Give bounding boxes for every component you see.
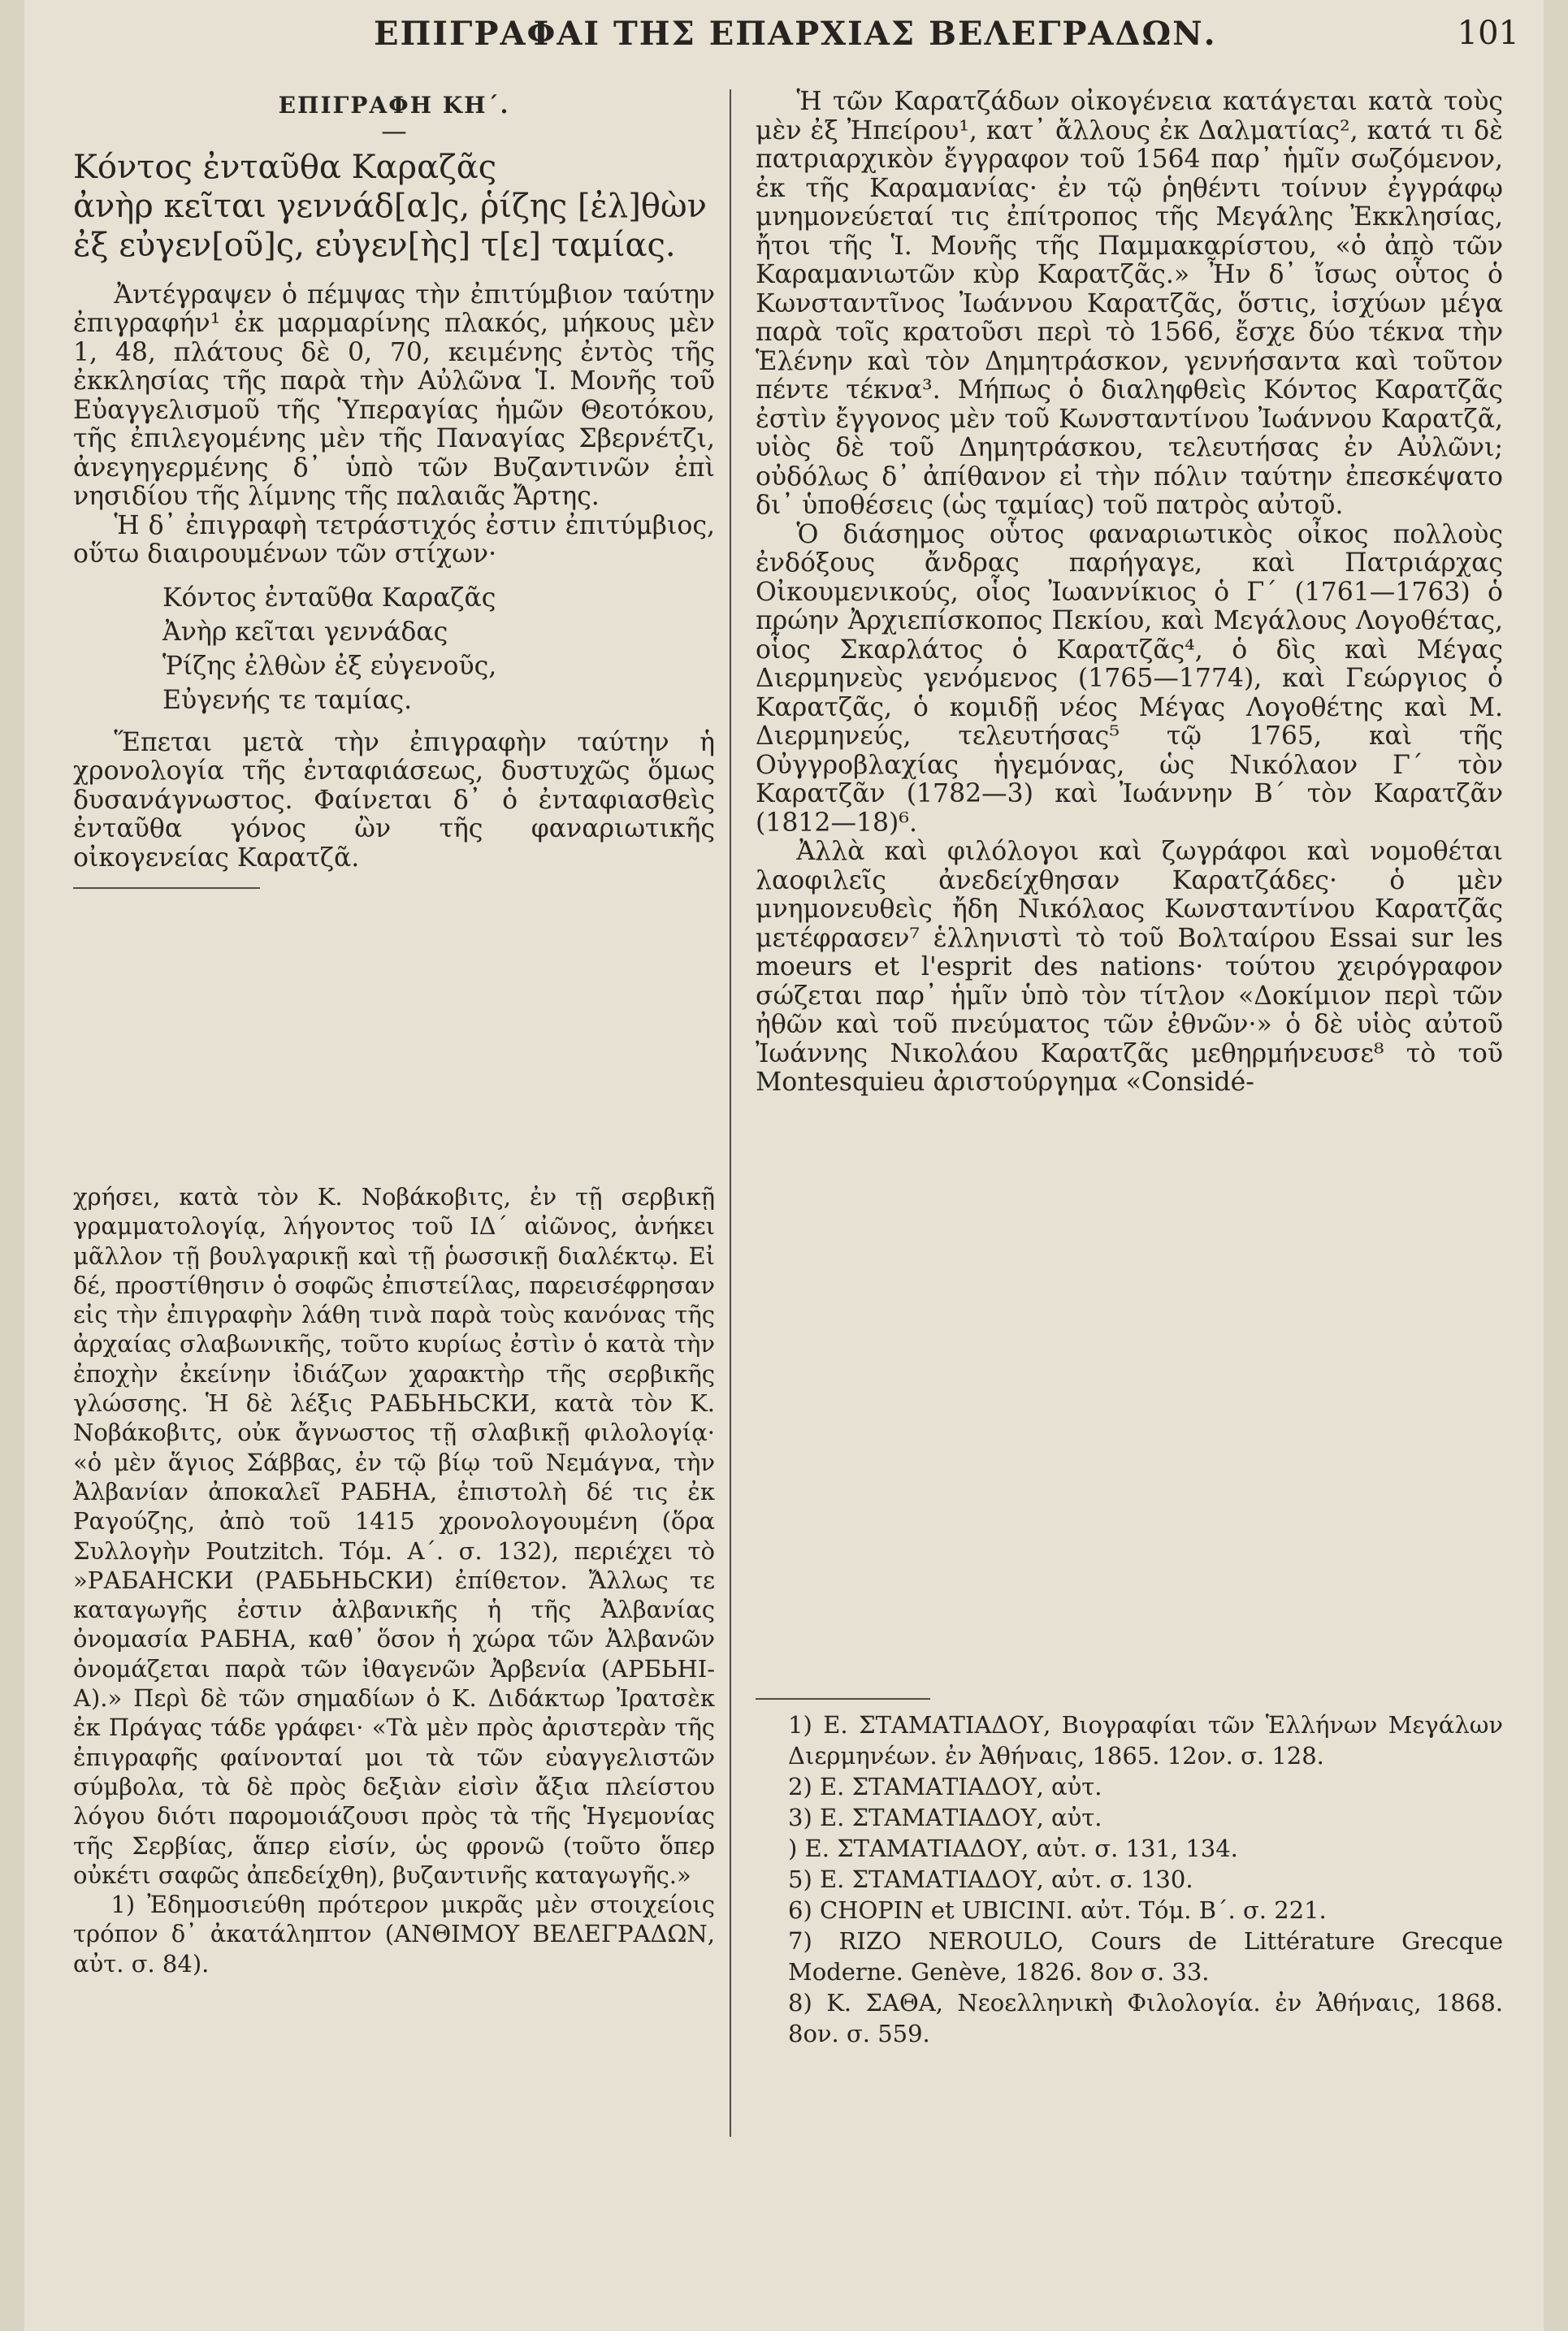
verse-block (162, 581, 715, 717)
footnote-continuation: χρήσει, κατὰ τὸν Κ. Νοβάκοβιτς, ἐν τῇ σερβικῇ γραμματολογίᾳ, λήγοντος τοῦ ΙΔ΄ αἰῶνος, ἀνήκει μᾶλλον τῇ βουλγαρικῇ καὶ τῇ ῥωσσικῇ διαλέκτῳ. Εἰ δέ, προστίθησιν ὁ σοφῶς ἐπιστείλας, παρεισέφρησαν εἰς τὴν ἐπιγραφὴν λάθη τινὰ παρὰ τοὺς κανόνας τῆς ἀρχαίας σλαβωνικῆς, τοῦτο κυρίως ἐστὶν ὁ κατὰ τὴν ἐποχὴν ἐκείνην ἰδιάζων χαρακτὴρ τῆς σερβικῆς γλώσσης. Ἡ δὲ λέξις РАБЬНЬСКИ, κατὰ τὸν Κ. Νοβάκοβιτς, οὐκ ἄγνωστος τῇ σλαβικῇ φιλολογίᾳ· «ὁ μὲν ἅγιος Σάββας, ἐν τῷ βίῳ τοῦ Νεμάγνα, τὴν Ἀλβανίαν ἀποκαλεῖ РАБНА, ἐπιστολὴ δέ τις ἐκ Ραγούζης, ἀπὸ τοῦ 1415 χρονολογουμένη (ὅρα Συλλογὴν Poutzitch. Τόμ. Α΄. σ. 132), περιέχει τὸ »РАБАНСКИ (РАБЬНЬСКИ) ἐπίθετον. Ἄλλως τε καταγωγῆς ἐστιν ἀλβανικῆς ἡ τῆς Ἀλβανίας ὀνομασία РАБНА, καθ᾽ ὅσον ἡ χώρα τῶν Ἀλβανῶν ὀνομάζεται παρὰ τῶν ἰθαγενῶν Ἀρβενία (АРБЬНІ-А).» Περὶ δὲ τῶν σημαδίων ὁ Κ. Διδάκτωρ Ἰρατσὲκ ἐκ Πράγας τάδε γράφει· «Τὰ μὲν πρὸς ἀριστερὰν τῆς ἐπιγραφῆς φαίνονταί μοι τὰ τῶν εὐαγγελιστῶν σύμβολα, τὰ δὲ πρὸς δεξιὰν εἰσὶν ἄξια πλείστου λόγου διότι παρομοιάζουσι πρὸς τὰ τῆς Ἡγεμονίας τῆς Σερβίας, ἅπερ εἰσίν, ὡς φρονῶ (τοῦτο ὅπερ οὐκέτι σαφῶς ἀπεδείχθη), βυζαντινῆς καταγωγῆς.» (73, 1183, 715, 1889)
footnote: 1) Ἐδημοσιεύθη πρότερον μικρᾶς μὲν στοιχείοις τρόπον δ᾽ ἀκατάληπτον (ΑΝΘΙΜΟΥ ΒΕΛΕΓΡΑΔΩΝ, αὐτ. σ. 84). (73, 1891, 715, 1978)
footnote-rule (73, 887, 260, 889)
verse-line: Εὐγενής τε ταμίας. (162, 685, 413, 715)
inscription-text (73, 148, 715, 265)
paragraph: Ἡ δ᾽ ἐπιγραφὴ τετράστιχός ἐστιν ἐπιτύμβιος, οὕτω διαιρουμένων τῶν στίχων· (73, 510, 715, 569)
running-head (374, 15, 1519, 55)
inscription-heading: ΕΠΙΓΡΑΦΗ ΚΗ΄. (278, 92, 510, 119)
verse-line: Ῥίζης ἐλθὼν ἐξ εὐγενοῦς, (162, 651, 497, 681)
footnote: 8) Κ. ΣΑΘΑ, Νεοελληνικὴ Φιλολογία. ἐν Ἀθήναις, 1868. 8ον. σ. 559. (788, 1989, 1503, 2047)
footnote: 1) Ε. ΣΤΑΜΑΤΙΑΔΟΥ, Βιογραφίαι τῶν Ἑλλήνων Μεγάλων Διερμηνέων. ἐν Ἀθήναις, 1865. 12ον. σ. 128. (788, 1711, 1503, 1770)
page-number: 101 (1457, 15, 1519, 52)
footnote-rule (756, 1698, 930, 1700)
footnote: 3) Ε. ΣΤΑΜΑΤΙΑΔΟΥ, αὐτ. (788, 1804, 1102, 1831)
footnote: 6) CHOPIN et UBICINI. αὐτ. Τόμ. Β΄. σ. 221. (788, 1896, 1327, 1924)
left-column (73, 88, 715, 903)
left-footnotes (73, 1182, 715, 1978)
inscription-line: Κόντος ἐνταῦθα Καραζᾶς (73, 148, 497, 186)
verse-line: Κόντος ἐνταῦθα Καραζᾶς (162, 583, 496, 613)
right-column (756, 88, 1503, 1098)
running-head-title: ΕΠΙΓΡΑΦΑΙ ΤΗΣ ΕΠΑΡΧΙΑΣ ΒΕΛΕΓΡΑΔΩΝ. (374, 15, 1217, 53)
paragraph: Ἀλλὰ καὶ φιλόλογοι καὶ ζωγράφοι καὶ νομοθέται λαοφιλεῖς ἀνεδείχθησαν Καρατζάδες· ὁ μὲν μνημονευθεὶς ἤδη Νικόλαος Κωνσταντίνου Καρατζᾶς μετέφρασεν⁷ ἑλληνιστὶ τὸ τοῦ Βολταίρου Essai sur les moeurs et l'esprit des nations· τούτου χειρόγραφον σώζεται παρ᾽ ἡμῖν ὑπὸ τὸν τίτλον «Δοκίμιον περὶ τῶν ἠθῶν καὶ τοῦ πνεύματος τῶν ἐθνῶν·» ὁ δὲ υἱὸς αὐτοῦ Ἰωάννης Νικολάου Καρατζᾶς μεθηρμήνευσε⁸ τὸ τοῦ Montesquieu ἀριστούργημα «Considé- (756, 837, 1503, 1097)
inscription-line: ἐξ εὐγεν[οῦ]ς, εὐγεν[ὴς] τ[ε] ταμίας. (73, 226, 676, 264)
paragraph: Ἕπεται μετὰ τὴν ἐπιγραφὴν ταύτην ἡ χρονολογία τῆς ἐνταφιάσεως, δυστυχῶς ὅμως δυσανάγνωστος. Φαίνεται δ᾽ ὁ ἐνταφιασθεὶς ἐνταῦθα γόνος ὢν τῆς φαναριωτικῆς οἰκογενείας Καρατζᾶ. (73, 727, 715, 873)
heading-dash: — (381, 116, 407, 146)
paragraph: Ἀντέγραψεν ὁ πέμψας τὴν ἐπιτύμβιον ταύτην ἐπιγραφήν¹ ἐκ μαρμαρίνης πλακός, μήκους μὲν 1, 48, πλάτους δὲ 0, 70, κειμένης ἐντὸς τῆς ἐκκλησίας τῆς παρὰ τὴν Αὐλῶνα Ἱ. Μονῆς τοῦ Εὐαγγελισμοῦ τῆς Ὑπεραγίας ἡμῶν Θεοτόκου, τῆς ἐπιλεγομένης μὲν τῆς Παναγίας Σβερνέτζι, ἀνεγηγερμένης δ᾽ ὑπὸ τῶν Βυζαντινῶν ἐπὶ νησιδίου τῆς λίμνης τῆς παλαιᾶς Ἄρτης. (73, 279, 715, 511)
book-page (24, 0, 1544, 2331)
verse-line: Ἀνὴρ κεῖται γεννάδας (162, 617, 448, 647)
inscription-line: ἀνὴρ κεῖται γεννάδ[α]ς, ῥίζης [ἐλ]θὼν (73, 187, 707, 225)
paragraph: Ὁ διάσημος οὗτος φαναριωτικὸς οἶκος πολλοὺς ἐνδόξους ἄνδρας παρήγαγε, καὶ Πατριάρχας Οἰκουμενικούς, οἷος Ἰωαννίκιος ὁ Γ΄ (1761—1763) ὁ πρώην Ἀρχιεπίσκοπος Πεκίου, καὶ Μεγάλους Λογοθέτας, οἷος Σκαρλάτος ὁ Καρατζᾶς⁴, ὁ δὶς καὶ Μέγας Διερμηνεὺς γενόμενος (1765—1774), καὶ Γεώργιος ὁ Καρατζᾶς, ὁ κομιδῇ νέος Μέγας Λογοθέτης καὶ Μ. Διερμηνεύς, τελευτήσας⁵ τῷ 1765, καὶ τῆς Οὐγγροβλαχίας ἡγεμόνας, ὡς Νικόλαον Γ΄ τὸν Καρατζᾶν (1782—3) καὶ Ἰωάννην Β΄ τὸν Καρατζᾶν (1812—18)⁶. (756, 519, 1503, 838)
paragraph: Ἡ τῶν Καρατζάδων οἰκογένεια κατάγεται κατὰ τοὺς μὲν ἐξ Ἠπείρου¹, κατ᾽ ἄλλους ἐκ Δαλματίας², κατά τι δὲ πατριαρχικὸν ἔγγραφον τοῦ 1564 παρ᾽ ἡμῖν σωζόμενον, ἐκ τῆς Καραμανίας· ἐν τῷ ῥηθέντι τοίνυν ἐγγράφῳ μνημονεύεταί τις ἐπίτροπος τῆς Μεγάλης Ἐκκλησίας, ἤτοι τῆς Ἱ. Μονῆς τῆς Παμμακαρίστου, «ὁ ἀπὸ τῶν Καραμανιωτῶν κὺρ Καρατζᾶς.» Ἦν δ᾽ ἴσως οὗτος ὁ Κωνσταντῖνος Ἰωάννου Καρατζᾶς, ὅστις, ἰσχύων μέγα παρὰ τοῖς κρατοῦσι περὶ τὸ 1566, ἔσχε δύο τέκνα τὴν Ἑλένην καὶ τὸν Δημητράσκον, γεννήσαντα καὶ τοῦτον πέντε τέκνα³. Μήπως ὁ διαληφθεὶς Κόντος Καρατζᾶς ἐστὶν ἔγγονος μὲν τοῦ Κωνσταντίνου Ἰωάννου Καρατζᾶ, υἱὸς δὲ τοῦ Δημητράσκου, τελευτήσας ἐν Αὐλῶνι; οὐδόλως δ᾽ ἀπίθανον εἰ τὴν πόλιν ταύτην ἐπεσκέψατο δι᾽ ὑποθέσεις (ὡς ταμίας) τοῦ πατρὸς αὐτοῦ. (756, 87, 1503, 520)
column-divider (730, 89, 731, 2137)
footnote: 2) Ε. ΣΤΑΜΑΤΙΑΔΟΥ, αὐτ. (788, 1773, 1102, 1800)
footnote: 5) Ε. ΣΤΑΜΑΤΙΑΔΟΥ, αὐτ. σ. 130. (788, 1865, 1193, 1893)
footnote: 7) RIZO NEROULO, Cours de Littérature Grecque Moderne. Genève, 1826. 8ον σ. 33. (788, 1927, 1503, 1986)
right-footnotes (756, 1698, 1503, 2049)
footnote: ) Ε. ΣΤΑΜΑΤΙΑΔΟΥ, αὐτ. σ. 131, 134. (788, 1835, 1238, 1862)
